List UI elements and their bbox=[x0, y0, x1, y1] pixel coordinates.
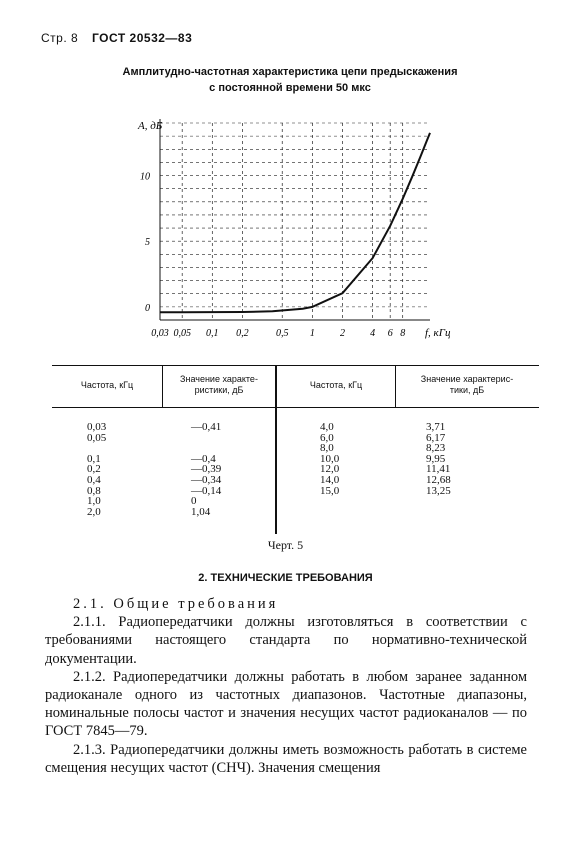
x-tick-label: 0,1 bbox=[206, 328, 219, 339]
response-curve bbox=[160, 133, 430, 312]
x-tick-label: 0,5 bbox=[275, 328, 289, 339]
section-title: 2. ТЕХНИЧЕСКИЕ ТРЕБОВАНИЯ bbox=[198, 572, 373, 584]
table-col-freq-1: 0,03 0,05 0,1 0,2 0,4 0,8 1,0 2,0 bbox=[87, 421, 107, 518]
table-col-freq-2: 4,0 6,0 8,0 10,0 12,0 14,0 15,0 bbox=[320, 421, 340, 497]
page-number: Стр. 8 bbox=[41, 31, 79, 45]
x-tick-label: 0,2 bbox=[236, 328, 249, 339]
x-axis-label: f, кГц bbox=[425, 327, 451, 339]
y-tick-label: 10 bbox=[140, 171, 150, 183]
paragraph-2-1-3: 2.1.3. Радиопередатчики должны иметь возможность работать в системе смещения несущих частот (СНЧ). Значения смещения bbox=[45, 741, 527, 776]
table-divider-3 bbox=[395, 365, 396, 407]
page-header bbox=[41, 31, 192, 45]
paragraph-2-1-1: 2.1.1. Радиопередатчики должны изготовляться в соответствии с требованиями настоящего стандарта по нормативно-технической документации. bbox=[45, 614, 527, 667]
y-tick-label: 0 bbox=[145, 302, 150, 314]
table-col-value-1: —0,41 —0,4 —0,39 —0,34 —0,14 0 1,04 bbox=[191, 421, 222, 518]
table-header-freq-1: Частота, кГц bbox=[80, 380, 134, 390]
y-tick-label: 5 bbox=[145, 237, 150, 249]
figure-caption: Черт. 5 bbox=[267, 538, 304, 552]
figure-title-line2: с постоянной времени 50 мкс bbox=[209, 82, 371, 94]
x-tick-label: 2 bbox=[339, 328, 345, 339]
table-header-freq-2: Частота, кГц bbox=[309, 380, 363, 390]
y-axis-label: A, дБ bbox=[138, 120, 163, 132]
body-text bbox=[45, 595, 527, 777]
table-header-rule bbox=[52, 407, 539, 408]
table-header-value-1: Значение характе- ристики, дБ bbox=[180, 374, 258, 395]
paragraph-2-1-2: 2.1.2. Радиопередатчики должны работать в любом заранее заданном радиоканале одного из частотных диапазонов. Частотные диапазоны, номинальные полосы частот и значения несущих частот радиоканалов — по ГОСТ 7845—79. bbox=[45, 668, 527, 740]
x-tick-label: 0,05 bbox=[173, 328, 191, 339]
x-tick-label: 1 bbox=[309, 328, 315, 339]
paragraph-2-1: 2.1. Общие требования bbox=[73, 596, 279, 612]
x-tick-label: 6 bbox=[387, 328, 393, 339]
table-col-value-2: 3,71 6,17 8,23 9,95 11,41 12,68 13,25 bbox=[426, 421, 451, 497]
x-tick-label: 4 bbox=[370, 328, 376, 339]
x-tick-label: 0,03 bbox=[151, 328, 169, 339]
table-divider-center bbox=[275, 365, 277, 534]
figure-title-line1: Амплитудно-частотная характеристика цепи предыскажения bbox=[122, 66, 458, 78]
table-header-value-2: Значение характерис- тики, дБ bbox=[420, 374, 514, 395]
standard-designation: ГОСТ 20532—83 bbox=[92, 31, 193, 45]
table-divider-1 bbox=[162, 365, 163, 407]
frequency-response-chart bbox=[130, 115, 451, 345]
x-tick-label: 8 bbox=[400, 328, 406, 339]
data-table bbox=[52, 365, 539, 534]
table-top-rule bbox=[52, 365, 539, 366]
